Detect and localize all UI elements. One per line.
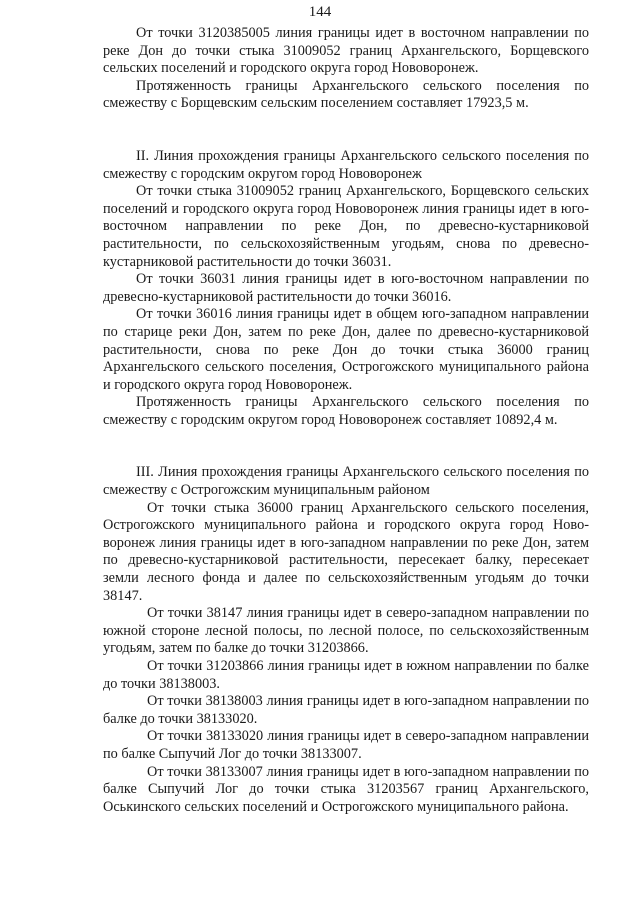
paragraph: От точки 36016 линия границы идет в общем юго-западном направлении по старице реки Дон, затем по реке Дон, далее по древесно-кустарниковой растительности, снова по реке Дон до точки стыка 36000 границ Архангельского сельского поселения, Острогожского муниципального района и городского округа город Нововоронеж. [103, 306, 589, 393]
paragraph: От точки 38138003 линия границы идет в юго-западном направлении по балке до точки 38133020. [103, 693, 589, 727]
section-2-heading: II. Линия прохождения границы Архангельского сельского поселения по смежеству с городским округом город Нововоронеж [103, 147, 589, 182]
paragraph: От точки 38133007 линия границы идет в юго-западном направлении по балке Сыпучий Лог до точки стыка 31203567 границ Архангельского, Оськинского сельских поселений и Острогожского муниципального района. [103, 763, 589, 815]
document-body [103, 25, 589, 816]
section-gap [103, 429, 589, 464]
paragraph: От точки стыка 31009052 границ Архангельского, Борщевского сельских поселений и городского округа город Нововоронеж линия границы идет в юго-восточном направлении по реке Дон, по древесно-кустарниковой растительности, по сельскохозяйственным угодьям, снова по древесно-кустарниковой растительности до точки 36031. [103, 183, 589, 270]
page-number: 144 [308, 4, 332, 20]
section-3-heading: III. Линия прохождения границы Архангельского сельского поселения по смежеству с Острогожским муниципальным районом [103, 464, 589, 499]
paragraph: От точки 38147 линия границы идет в северо-западном направлении по южной стороне лесной полосы, по лесной полосе, по сельскохозяйственным угодьям, затем по балке до точки 31203866. [103, 605, 589, 657]
paragraph: От точки 3120385005 линия границы идет в восточном направлении по реке Дон до точки стыка 31009052 границ Архангельского, Борщевского сельских поселений и городского округа город Нововоронеж. [103, 25, 589, 77]
paragraph: От точки стыка 36000 границ Архангельского сельского поселения, Острогожского муниципального района и городского округа город Нововоронеж линия границы идет в юго-западном направлении по реке Дон, затем по древесно-кустарниковой растительности, пересекает балку, пересекает земли лесного фонда и далее по сельскохозяйственным угодьям до точки 38147. [103, 499, 589, 604]
paragraph: От точки 36031 линия границы идет в юго-восточном направлении по древесно-кустарниковой растительности до точки 36016. [103, 271, 589, 305]
paragraph: Протяженность границы Архангельского сельского поселения по смежеству с Борщевским сельским поселением составляет 17923,5 м. [103, 77, 589, 112]
section-gap [103, 113, 589, 148]
paragraph: От точки 31203866 линия границы идет в южном направлении по балке до точки 38138003. [103, 658, 589, 692]
paragraph: От точки 38133020 линия границы идет в северо-западном направлении по балке Сыпучий Лог до точки 38133007. [103, 728, 589, 762]
paragraph: Протяженность границы Архангельского сельского поселения по смежеству с городским округом город Нововоронеж составляет 10892,4 м. [103, 394, 589, 428]
